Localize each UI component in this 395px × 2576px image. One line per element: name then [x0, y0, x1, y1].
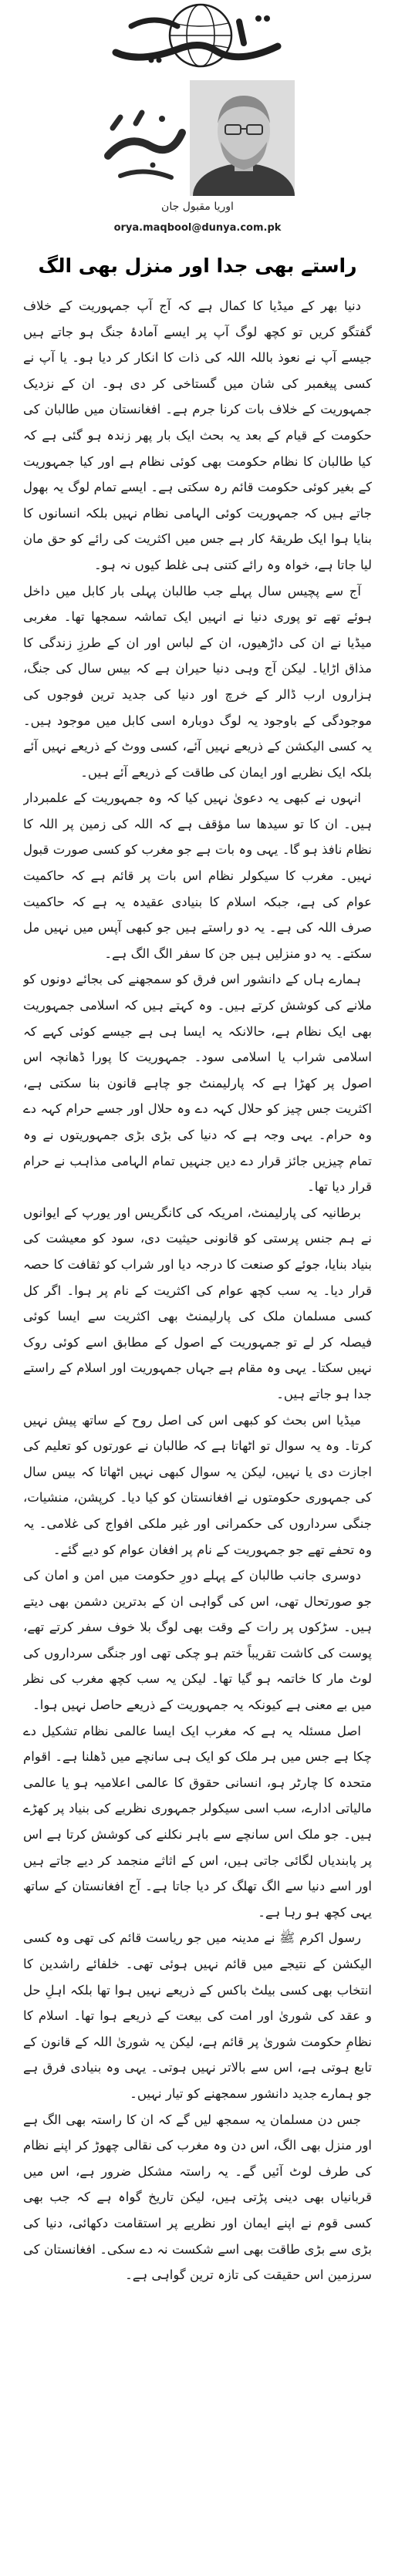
- dunya-logo: [85, 3, 309, 68]
- article-paragraph: انہوں نے کبھی یہ دعویٰ نہیں کیا کہ وہ جمہوریت کے علمبردار ہیں۔ ان کا تو سیدھا سا مؤقف ہے کہ اللہ کی زمین پر اللہ کا نظام نافذ ہو گا۔ یہی وہ بات ہے جو مغرب کو کسی صورت قبول نہیں۔ مغرب کا سیکولر نظام اس بات پر قائم ہے کہ حاکمیت عوام کی ہے، جبکہ اسلام کا بنیادی عقیدہ یہ ہے کہ حاکمیت صرف اللہ کی ہے۔ یہ دو راستے ہیں جو کبھی آپس میں نہیں مل سکتے۔ یہ دو منزلیں ہیں جن کا سفر الگ الگ ہے۔: [23, 791, 372, 961]
- author-photo-frame: [97, 80, 295, 196]
- author-block: [0, 71, 395, 253]
- author-photo: [190, 80, 295, 196]
- article-paragraph: اصل مسئلہ یہ ہے کہ مغرب ایک ایسا عالمی نظام تشکیل دے چکا ہے جس میں ہر ملک کو ایک ہی سانچے میں ڈھلنا ہے۔ اقوام متحدہ کا چارٹر ہو، انسانی حقوق کا عالمی اعلامیہ ہو یا عالمی مالیاتی ادارے، سب اسی سیکولر جمہوری نظریے کی بنیاد پر کھڑے ہیں۔ جو ملک اس سانچے سے باہر نکلنے کی کوشش کرتا ہے اس پر پابندیاں لگائی جاتی ہیں، اس کے اثاثے منجمد کر دیے جاتے ہیں اور اسے دنیا سے الگ تھلگ کر دیا جاتا ہے۔ آج افغانستان کے ساتھ یہی کچھ ہو رہا ہے۔: [23, 1723, 372, 1920]
- article-paragraph: برطانیہ کی پارلیمنٹ، امریکہ کی کانگریس اور یورپ کے ایوانوں نے ہم جنس پرستی کو قانونی حیثیت دی، سود کو معیشت کی بنیاد بنایا، جوئے کو صنعت کا درجہ دیا اور شراب کو ثقافت کا حصہ قرار دیا۔ یہ سب کچھ عوام کی اکثریت کے نام پر ہوا۔ اگر کل کسی مسلمان ملک کی پارلیمنٹ بھی اکثریت سے ایسا کوئی فیصلہ کر لے تو جمہوریت کے اصول کے مطابق اسے کوئی روک نہیں سکتا۔ یہی وہ مقام ہے جہاں جمہوریت اور اسلام کے راستے جدا ہو جاتے ہیں۔: [23, 1205, 372, 1401]
- article-paragraph: میڈیا اس بحث کو کبھی اس کی اصل روح کے ساتھ پیش نہیں کرتا۔ وہ یہ سوال تو اٹھاتا ہے کہ طالبان نے عورتوں کو تعلیم کی اجازت دی یا نہیں، لیکن یہ سوال کبھی نہیں اٹھاتا کہ بیس سال کی جمہوری حکومتوں نے افغانستان کو کیا دیا۔ کرپشن، منشیات، جنگی سرداروں کی حکمرانی اور غیر ملکی افواج کی غلامی۔ یہ وہ تحفے تھے جو جمہوریت کے نام پر افغان عوام کو دیے گئے۔: [23, 1412, 372, 1557]
- author-portrait-icon: [190, 80, 295, 196]
- article-paragraph: دنیا بھر کے میڈیا کا کمال ہے کہ آج آپ جمہوریت کے خلاف گفتگو کریں تو کچھ لوگ آپ پر ایسے آمادۂ جنگ ہو جاتے ہیں جیسے آپ نے نعوذ باللہ اللہ کی ذات کا انکار کر دیا ہو۔ یا آپ نے کسی پیغمبر کی شان میں گستاخی کر دی ہو۔ ان کے نزدیک جمہوریت کے خلاف بات کرنا جرم ہے۔ افغانستان میں طالبان کی حکومت کے قیام کے بعد یہ بحث ایک بار پھر زندہ ہو گئی ہے کہ کیا طالبان کا نظام حکومت بھی کوئی نظام ہے اور کیا جمہوریت کے بغیر کوئی حکومت قائم رہ سکتی ہے۔ ایسے تمام لوگ یہ بھول جاتے ہیں کہ جمہوریت کوئی الہامی نظام نہیں بلکہ انسانوں کا بنایا ہوا ایک طریقۂ کار ہے جس میں اکثریت کی رائے کو حق مان لیا جاتا ہے، خواہ وہ رائے کتنی ہی غلط کیوں نہ ہو۔: [23, 298, 372, 572]
- masthead: [0, 0, 395, 69]
- article-paragraph: دوسری جانب طالبان کے پہلے دورِ حکومت میں امن و امان کی جو صورتحال تھی، اس کی گواہی ان کے بدترین دشمن بھی دیتے ہیں۔ سڑکوں پر رات کے وقت بھی لوگ بلا خوف سفر کرتے تھے، پوست کی کاشت تقریباً ختم ہو چکی تھی اور جنگی سرداروں کی لوٹ مار کا خاتمہ ہو گیا تھا۔ لیکن یہ سب کچھ مغرب کی نظر میں بے معنی ہے کیونکہ یہ جمہوریت کے ذریعے حاصل نہیں ہوا۔: [23, 1568, 372, 1713]
- article-headline: راستے بھی جدا اور منزل بھی الگ: [38, 255, 357, 277]
- article-paragraph: آج سے پچیس سال پہلے جب طالبان پہلی بار کابل میں داخل ہوئے تھے تو پوری دنیا نے انہیں ایک تماشہ سمجھا تھا۔ مغربی میڈیا نے ان کی داڑھیوں، ان کے لباس اور ان کے طرزِ زندگی کا مذاق اڑایا۔ لیکن آج وہی دنیا حیران ہے کہ بیس سال کی جنگ، ہزاروں ارب ڈالر کے خرچ اور دنیا کی جدید ترین فوجوں کی موجودگی کے باوجود یہ لوگ دوبارہ اسی کابل میں موجود ہیں۔ یہ کسی الیکشن کے ذریعے نہیں آئے، کسی ووٹ کے ذریعے نہیں آئے بلکہ ایک نظریے اور ایمان کی طاقت کے ذریعے آئے ہیں۔: [23, 583, 372, 780]
- article-paragraph: جس دن مسلمان یہ سمجھ لیں گے کہ ان کا راستہ بھی الگ ہے اور منزل بھی الگ، اس دن وہ مغرب کی نقالی چھوڑ کر اپنے نظام کی طرف لوٹ آئیں گے۔ یہ راستہ مشکل ضرور ہے، اس میں قربانیاں بھی دینی پڑتی ہیں، لیکن تاریخ گواہ ہے کہ جب بھی کسی قوم نے اپنے ایمان اور نظریے پر استقامت دکھائی، دنیا کی بڑی سے بڑی طاقت بھی اسے شکست نہ دے سکی۔ افغانستان کی سرزمین اس حقیقت کی تازہ ترین گواہی ہے۔: [23, 2112, 372, 2283]
- author-name: اوریا مقبول جان: [161, 201, 234, 213]
- author-email[interactable]: orya.maqbool@dunya.com.pk: [113, 222, 282, 234]
- column-name-calligraphy: [97, 102, 191, 187]
- article-paragraph: رسول اکرم ﷺ نے مدینہ میں جو ریاست قائم کی تھی وہ کسی الیکشن کے نتیجے میں قائم نہیں ہوئی تھی۔ خلفائے راشدین کا انتخاب بھی کسی بیلٹ باکس کے ذریعے نہیں ہوا تھا بلکہ اہلِ حل و عقد کی شوریٰ اور امت کی بیعت کے ذریعے ہوا تھا۔ اسلام کا نظامِ حکومت شوریٰ پر قائم ہے، لیکن یہ شوریٰ اللہ کے قانون کے تابع ہوتی ہے، اس سے بالاتر نہیں ہوتی۔ یہی وہ بنیادی فرق ہے جو ہمارے جدید دانشور سمجھنے کو تیار نہیں۔: [23, 1930, 372, 2101]
- article-body: [23, 293, 372, 2564]
- article-paragraph: ہمارے ہاں کے دانشور اس فرق کو سمجھنے کی بجائے دونوں کو ملانے کی کوشش کرتے ہیں۔ وہ کہتے ہیں کہ اسلامی جمہوریت بھی ایک نظام ہے، حالانکہ یہ ایسا ہی ہے جیسے کوئی کہے کہ اسلامی شراب یا اسلامی سود۔ جمہوریت کا پورا ڈھانچہ اس اصول پر کھڑا ہے کہ پارلیمنٹ جو چاہے قانون بنا سکتی ہے، اکثریت جس چیز کو حلال کہہ دے وہ حلال اور جسے حرام کہہ دے وہ حرام۔ یہی وجہ ہے کہ دنیا کی بڑی بڑی جمہوریتوں نے وہ تمام چیزیں جائز قرار دے دیں جنہیں تمام الہامی مذاہب نے حرام قرار دیا تھا۔: [23, 972, 372, 1195]
